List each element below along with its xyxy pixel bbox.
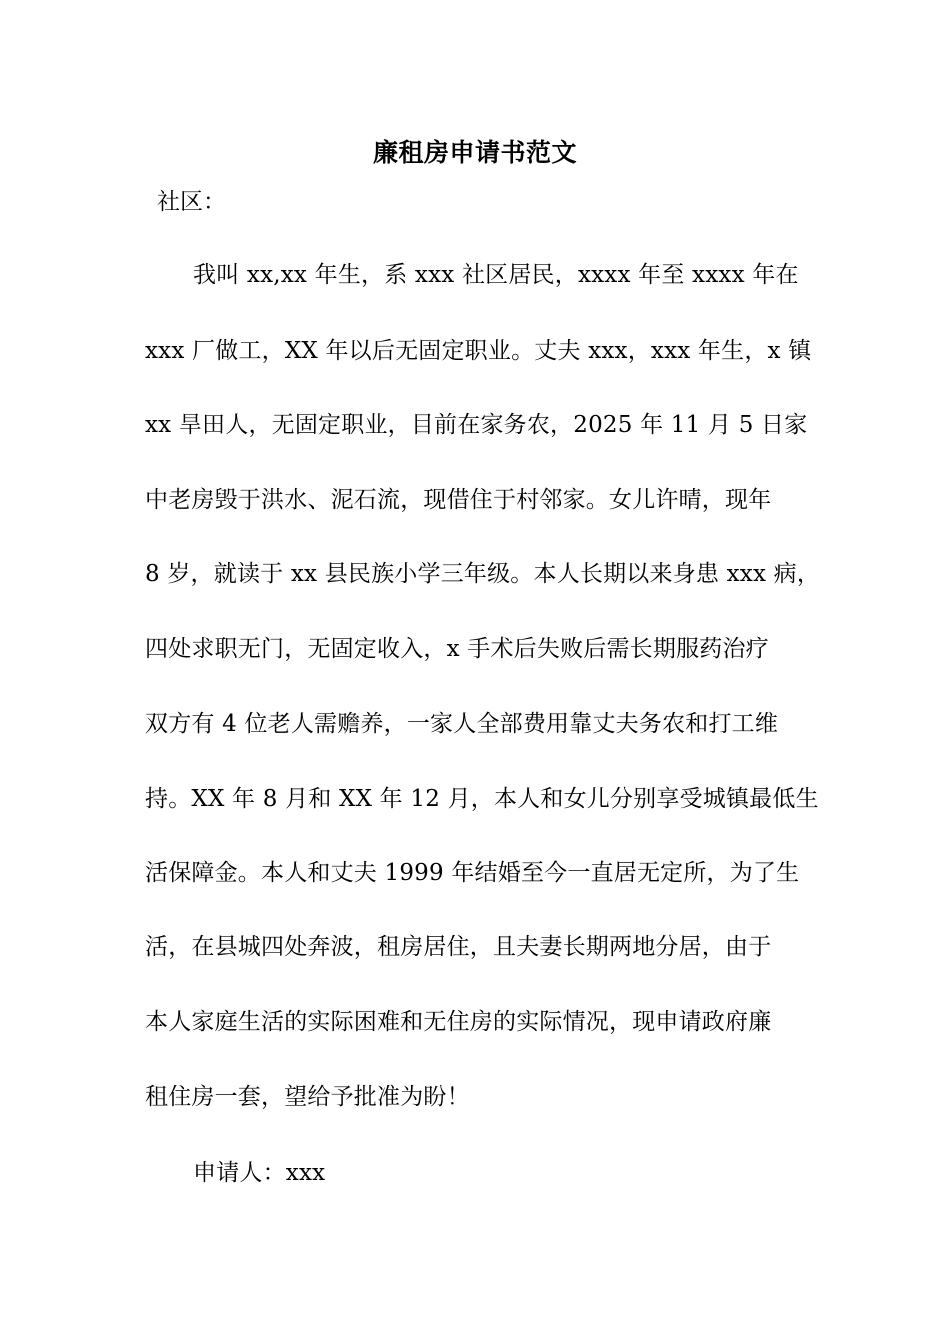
body-line: 活，在县城四处奔波，租房居住，且夫妻长期两地分居，由于	[145, 934, 772, 960]
body-line: xxx 厂做工，XX 年以后无固定职业。丈夫 xxx，xxx 年生，x 镇	[145, 338, 812, 364]
body-line: 四处求职无门，无固定收入，x 手术后失败后需长期服药治疗	[145, 636, 769, 662]
body-line: 8 岁，就读于 xx 县民族小学三年级。本人长期以来身患 xxx 病，	[145, 561, 821, 587]
salutation: 社区：	[157, 189, 226, 215]
body-line: xx 旱田人，无固定职业，目前在家务农，2025 年 11 月 5 日家	[145, 412, 808, 438]
body-line: 我叫 xx,xx 年生，系 xxx 社区居民，xxxx 年至 xxxx 年在	[193, 262, 799, 288]
body-line: 中老房毁于洪水、泥石流，现借住于村邻家。女儿许晴，现年	[145, 487, 772, 513]
signature: 申请人：xxx	[193, 1160, 326, 1186]
body-line: 持。XX 年 8 月和 XX 年 12 月，本人和女儿分别享受城镇最低生	[145, 786, 819, 812]
body-line: 租住房一套，望给予批准为盼！	[145, 1084, 470, 1110]
document-title: 廉租房申请书范文	[372, 138, 577, 167]
body-line: 本人家庭生活的实际困难和无住房的实际情况，现申请政府廉	[145, 1009, 772, 1035]
body-line: 双方有 4 位老人需赡养，一家人全部费用靠丈夫务农和打工维	[145, 711, 779, 737]
body-line: 活保障金。本人和丈夫 1999 年结婚至今一直居无定所，为了生	[145, 860, 800, 886]
